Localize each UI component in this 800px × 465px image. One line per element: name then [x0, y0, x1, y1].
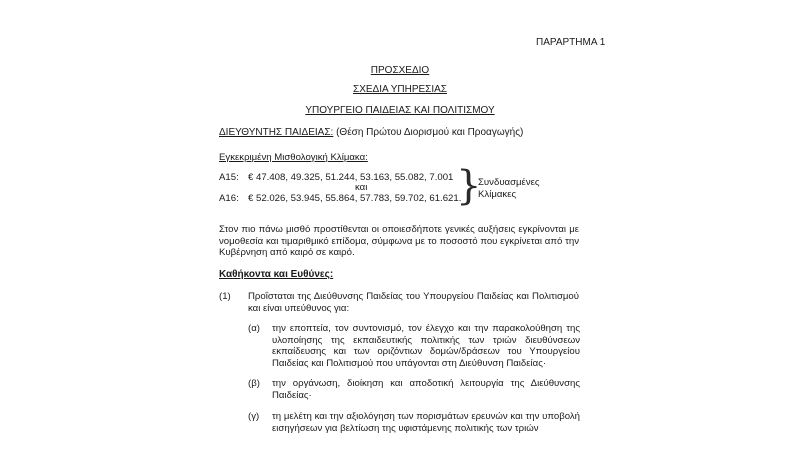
scale-values-a15: € 47.408, 49.325, 51.244, 53.163, 55.082, 7.001 [248, 172, 454, 183]
position-line [219, 127, 523, 139]
right-brace-icon: } [456, 163, 482, 209]
position-title: ΔΙΕΥΘΥΝΤΗΣ ΠΑΙΔΕΙΑΣ: [219, 127, 334, 138]
plans-title: ΣΧΕΔΙΑ ΥΠΗΡΕΣΙΑΣ [353, 84, 447, 95]
salary-paragraph: Στον πιο πάνω μισθό προστίθενται οι οποιεσδήποτε γενικές αυξήσεις εγκρίνονται με νομοθεσία και τιμαριθμικό επίδομα, σύμφωνα με το ποσοστό που εγκρίνεται από την Κυβέρνηση από καιρό σε καιρό. [219, 224, 579, 259]
duties-heading: Καθήκοντα και Ευθύνες: [219, 269, 334, 280]
scale-code-a15: Α15: [219, 172, 239, 183]
combined-scales-label-1: Συνδυασμένες [478, 177, 540, 188]
scale-code-a16: Α16: [219, 193, 239, 204]
combined-scales-label-2: Κλίμακες [478, 189, 517, 200]
duty-1-text: Προΐσταται της Διεύθυνσης Παιδείας του Υπουργείου Παιδείας και Πολιτισμού και είναι υπεύθυνος για: [248, 291, 579, 314]
scale-values-a16: € 52.026, 53.945, 55.864, 57.783, 59.702, 61.621. [248, 193, 462, 204]
subitem-b-label: (β) [248, 378, 260, 389]
subitem-a-text: την εποπτεία, τον συντονισμό, τον έλεγχο και την παρακολούθηση της υλοποίησης της εκπαιδευτικής πολιτικής των τριών διευθύνσεων εκπαίδευσης και των οριζόντιων δομών/δράσεων του Υπουργείου Παιδείας και Πολιτισμού που υπάγονται στη Διεύθυνση Παιδείας· [272, 323, 580, 370]
annex-label: ΠΑΡΑΡΤΗΜΑ 1 [536, 37, 606, 48]
salary-scale-heading: Εγκεκριμένη Μισθολογική Κλίμακα: [219, 152, 368, 163]
subitem-a-label: (α) [248, 323, 260, 334]
position-note: (Θέση Πρώτου Διορισμού και Προαγωγής) [336, 127, 524, 138]
subitem-c-text: τη μελέτη και την αξιολόγηση των πορισμάτων ερευνών και την υποβολή εισηγήσεων για βελτίωση της υφιστάμενης πολιτικής των τριών [272, 411, 580, 434]
subitem-c-label: (γ) [248, 411, 260, 422]
and-word: και [355, 182, 368, 193]
subitem-b-text: την οργάνωση, διοίκηση και αποδοτική λειτουργία της Διεύθυνσης Παιδείας· [272, 378, 580, 401]
draft-title: ΠΡΟΣΧΕΔΙΟ [370, 65, 430, 76]
duty-1-number: (1) [219, 291, 231, 302]
ministry-title: ΥΠΟΥΡΓΕΙΟ ΠΑΙΔΕΙΑΣ ΚΑΙ ΠΟΛΙΤΙΣΜΟΥ [305, 105, 495, 116]
